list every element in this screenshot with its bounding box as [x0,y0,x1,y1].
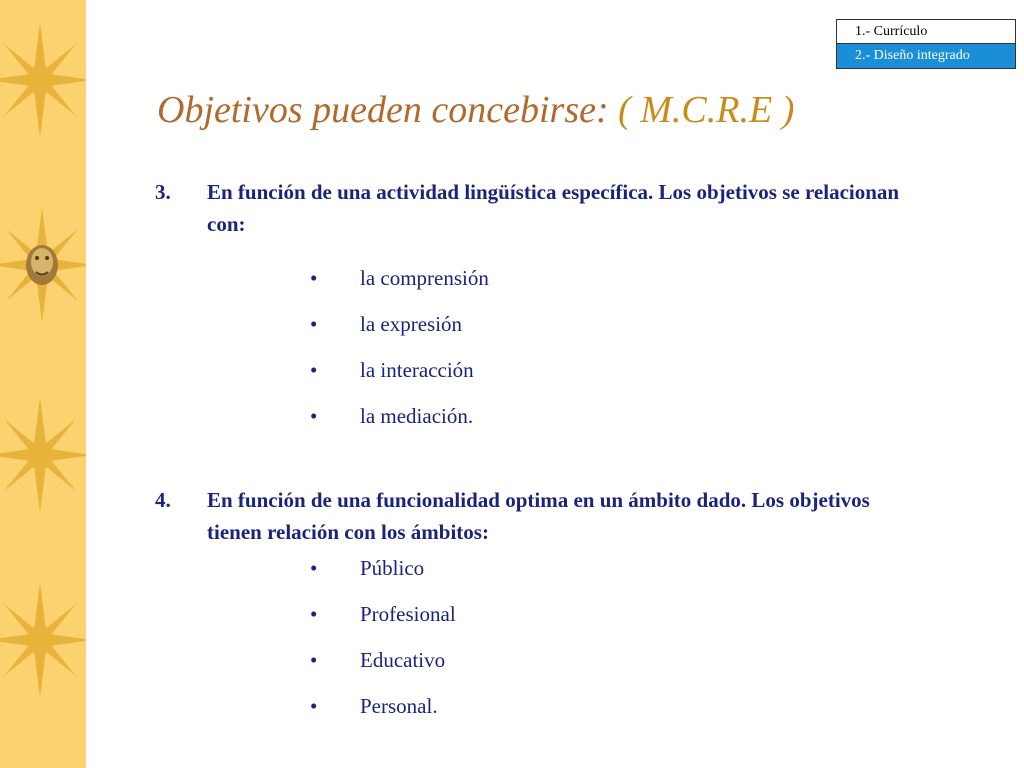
list-item-label: la expresión [360,312,463,336]
sun-icon [0,582,86,698]
list-item-label: Público [360,556,425,580]
nav-item-diseno-integrado[interactable]: 2.- Diseño integrado [837,44,1015,68]
list-item-label: Profesional [360,602,456,626]
bullet-glyph: • [310,266,318,290]
sun-pattern [0,0,86,768]
page-title [157,88,794,132]
list-item-label: la comprensión [360,266,489,290]
bullet-glyph: • [310,358,318,382]
title-acronym: ( M.C.R.E ) [618,89,795,131]
sun-face-icon [0,207,86,323]
nav-box [836,19,1016,69]
list-item-label: Personal. [360,694,438,718]
list-item-label: la interacción [360,358,474,382]
point-text: En función de una actividad lingüística específica. Los objetivos se relacionan con: [207,180,900,236]
sun-icon [0,397,86,513]
list-item-label: Educativo [360,648,446,672]
bullet-glyph: • [310,404,318,428]
list-item-label: la mediación. [360,404,474,428]
point-number: 3. [155,180,171,204]
point-text: En función de una funcionalidad optima en un ámbito dado. Los objetivos tienen relación con los ámbitos: [207,488,870,544]
bullet-glyph: • [310,694,318,718]
bullet-glyph: • [310,648,318,672]
bullet-glyph: • [310,556,318,580]
sun-icon [0,22,86,138]
nav-item-curriculo[interactable]: 1.- Currículo [837,20,1015,44]
point-number: 4. [155,488,171,512]
bullet-glyph: • [310,602,318,626]
title-main: Objetivos pueden concebirse: [157,89,609,131]
bullet-glyph: • [310,312,318,336]
decorative-sidebar [0,0,86,768]
